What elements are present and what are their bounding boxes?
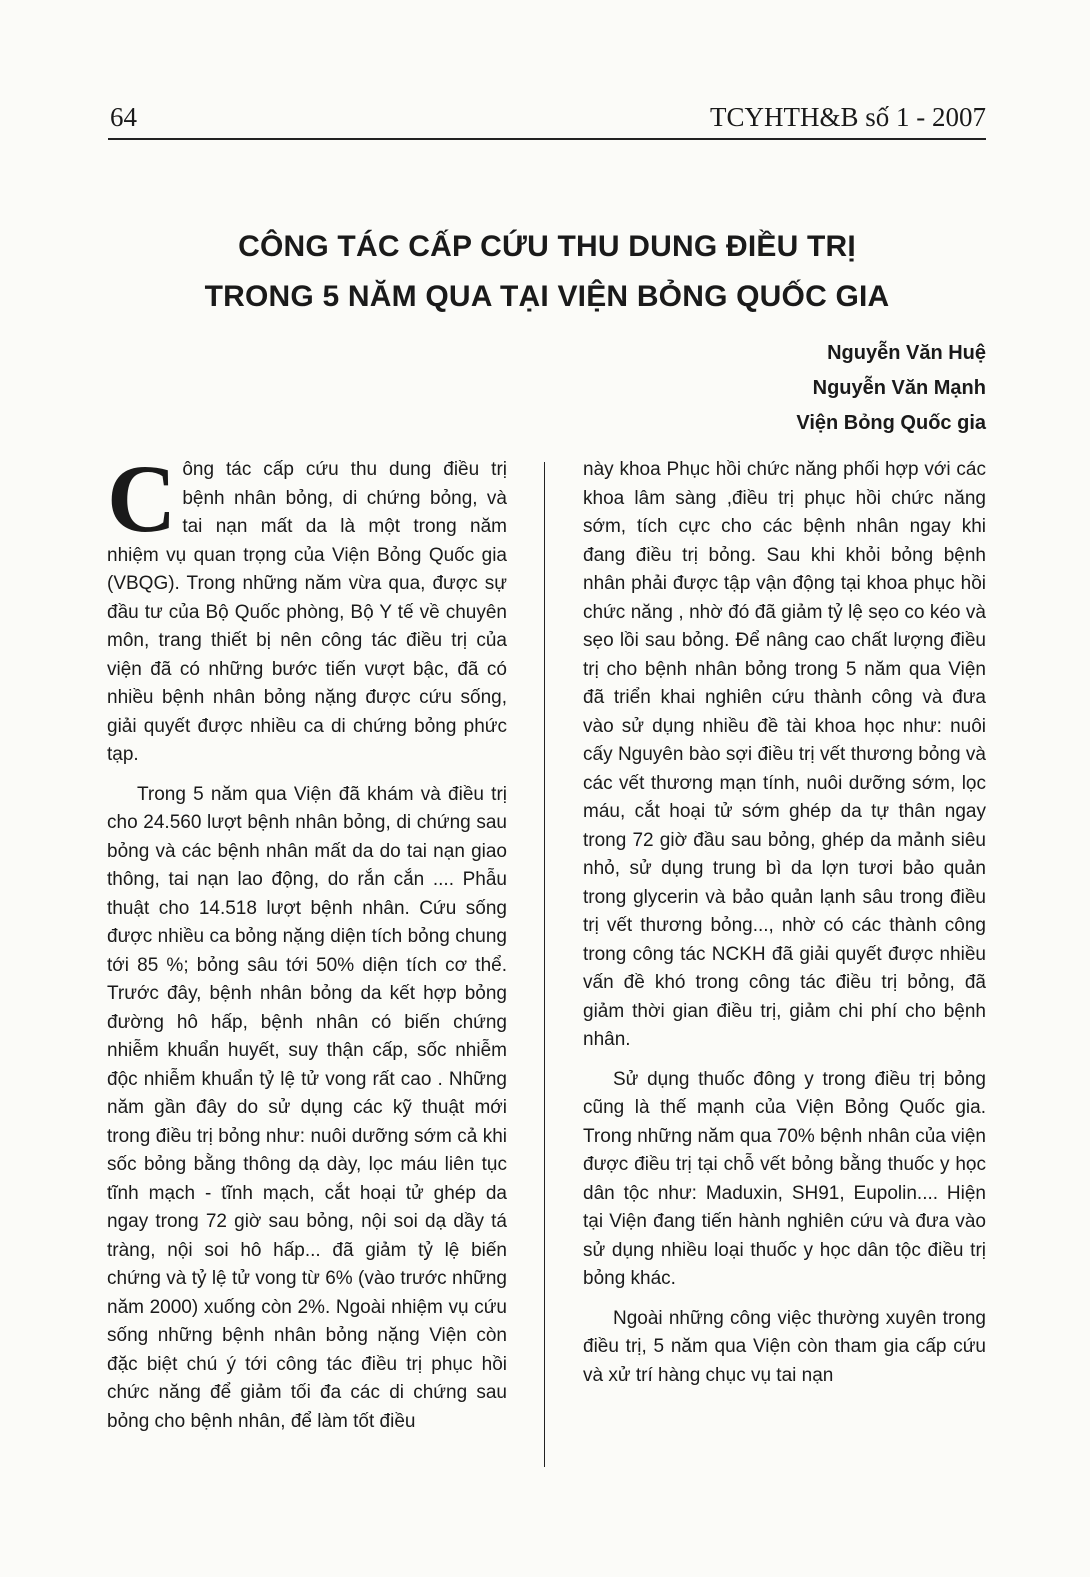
journal-issue: TCYHTH&B số 1 - 2007 — [710, 102, 986, 132]
paragraph — [107, 445, 507, 770]
author-1: Nguyễn Văn Huệ — [827, 342, 986, 364]
title-line-1: CÔNG TÁC CẤP CỨU THU DUNG ĐIỀU TRỊ — [238, 230, 856, 263]
page-header — [108, 100, 986, 140]
author-block — [796, 336, 986, 441]
column-divider — [544, 462, 545, 1467]
article-title — [108, 222, 986, 322]
paragraph: Ngoài những công việc thường xuyên trong điều trị, 5 năm qua Viện còn tham gia cấp cứu và xử trí hàng chục vụ tai nạn — [583, 1307, 986, 1386]
paragraph-text: ông tác cấp cứu thu dung điều trị bệnh nhân bỏng, di chứng bỏng, và tai nạn mất da là một trong năm nhiệm vụ quan trọng của Viện Bỏng Quốc gia (VBQG). Trong những năm vừa qua, được sự đầu tư của Bộ Quốc phòng, Bộ Y tế về chuyên môn, trang thiết bị nên công tác điều trị của viện đã có những bước tiến vượt bậc, đã có nhiều bệnh nhân bỏng nặng được cứu sống, giải quyết được nhiều ca di chứng bỏng phức tạp. — [107, 459, 507, 765]
drop-cap: C — [107, 445, 177, 552]
title-line-2: TRONG 5 NĂM QUA TẠI VIỆN BỎNG QUỐC GIA — [204, 280, 890, 313]
left-column — [107, 445, 507, 1447]
right-column — [583, 456, 986, 1401]
affiliation: Viện Bỏng Quốc gia — [796, 412, 986, 434]
paragraph: này khoa Phục hồi chức năng phối hợp với các khoa lâm sàng ,điều trị phục hồi chức năng sớm, tích cực cho các bệnh nhân ngay khi đang điều trị bỏng. Sau khi khỏi bỏng bệnh nhân phải được tập vận động tại khoa phục hồi chức năng , nhờ đó đã giảm tỷ lệ sẹo co kéo và sẹo lồi sau bỏng. Để nâng cao chất lượng điều trị cho bệnh nhân bỏng trong 5 năm qua Viện đã triển khai nghiên cứu thành công và đưa vào sử dụng nhiều đề tài khoa học như: nuôi cấy Nguyên bào sợi điều trị vết thương bỏng và các vết thương mạn tính, nuôi dưỡng sớm, lọc máu, cắt hoại tử sớm ghép da tự thân ngay trong 72 giờ đầu sau bỏng, ghép da mảnh siêu nhỏ, sử dụng trung bì da lợn tươi bảo quản trong glycerin và bảo quản lạnh sâu trong điều trị vết thương bỏng..., nhờ có các thành công trong công tác NCKH đã giải quyết được nhiều vấn đề khó trong công tác điều trị bỏng, đã giảm thời gian điều trị, giảm chi phí cho bệnh nhân. — [583, 459, 986, 1050]
page-number: 64 — [110, 102, 137, 132]
paragraph: Trong 5 năm qua Viện đã khám và điều trị cho 24.560 lượt bệnh nhân bỏng, di chứng sau bỏng và các bệnh nhân mất da do tai nạn giao thông, tai nạn lao động, do rắn cắn .... Phẫu thuật cho 14.518 lượt bệnh nhân. Cứu sống được nhiều ca bỏng nặng diện tích bỏng chung tới 85 %; bỏng sâu tới 50% diện tích cơ thể. Trước đây, bệnh nhân bỏng da kết hợp bỏng đường hô hấp, bệnh nhân có biến chứng nhiễm khuẩn huyết, suy thận cấp, sốc nhiễm độc nhiễm khuẩn tỷ lệ tử vong rất cao . Những năm gần đây do sử dụng các kỹ thuật mới trong điều trị bỏng như: nuôi dưỡng sớm cả khi sốc bỏng bằng thông dạ dày, lọc máu liên tục tĩnh mạch - tĩnh mạch, cắt hoại tử ghép da ngay trong 72 giờ sau bỏng, nội soi dạ dầy tá tràng, nội soi hô hấp... đã giảm tỷ lệ biến chứng và tỷ lệ tử vong từ 6% (vào trước những năm 2000) xuống còn 2%. Ngoài nhiệm vụ cứu sống những bệnh nhân bỏng nặng Viện còn đặc biệt chú ý tới công tác điều trị phục hồi chức năng để giảm tối đa các di chứng sau bỏng cho bệnh nhân, để làm tốt điều — [107, 783, 507, 1432]
paragraph: Sử dụng thuốc đông y trong điều trị bỏng cũng là thế mạnh của Viện Bỏng Quốc gia. Trong những năm qua 70% bệnh nhân của viện được điều trị tại chỗ vết bỏng bằng thuốc y học dân tộc như: Maduxin, SH91, Eupolin.... Hiện tại Viện đang tiến hành nghiên cứu và đưa vào sử dụng nhiều loại thuốc y học dân tộc điều trị bỏng khác. — [583, 1068, 986, 1289]
author-2: Nguyễn Văn Mạnh — [812, 377, 986, 399]
